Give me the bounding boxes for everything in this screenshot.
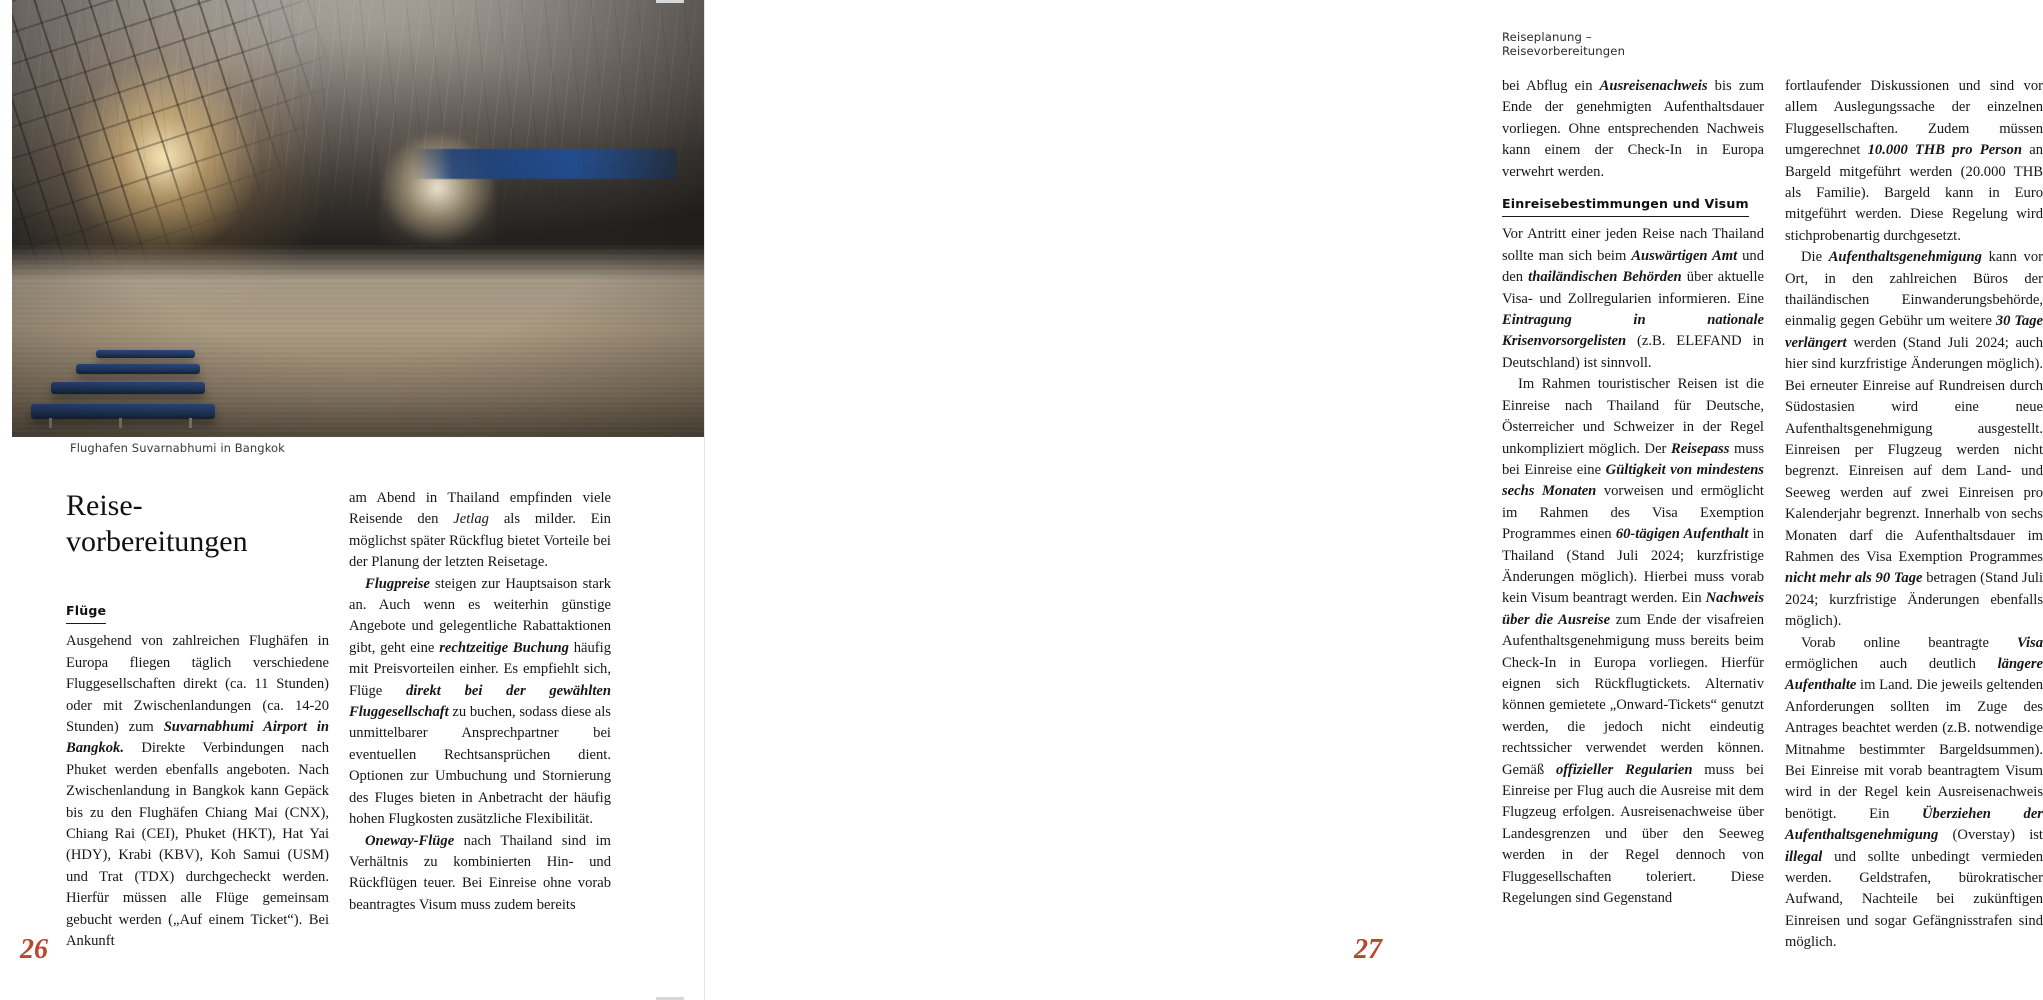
paragraph: bei Abflug ein Ausreisenachweis bis zum Ende der genehmigten Aufenthaltsdauer vorliegen. Ohne entsprechenden Nachweis kann einem der Check-In in Europa verwehrt werden. xyxy=(1502,78,1764,180)
subhead-fluege: Flüge xyxy=(66,600,106,624)
paragraph: Vor Antritt einer jeden Reise nach Thailand sollte man sich beim Auswärtigen Amt und den thailändischen Behörden über aktuelle Visa- und Zollregularien informieren. Eine Eintragung in nationale Krisenvorsorgelisten (z.B. ELEFAND in Deutschland) ist sinnvoll. xyxy=(1502,226,1764,371)
folio-left: 26 xyxy=(20,934,48,965)
paragraph: Vorab online beantragte Visa ermöglichen auch deutlich längere Aufenthalte im Land. Die jeweils geltenden Anforderungen sollten im Zuge des Antrages beachtet werden (z.B. notwendige Mitnahme bestimmter Bargeldsummen). Bei Einreise mit vorab beantragtem Visum wird in der Regel kein Ausreisenachweis benötigt. Ein Überziehen der Aufenthaltsgenehmigung (Overstay) ist illegal und sollte unbedingt vermieden werden. Geldstrafen, bürokratischer Aufwand, Nachteile bei zukünftigen Einreisen und sogar Gefängnisstrafen sind möglich. xyxy=(1785,634,2043,951)
left-column-1 xyxy=(66,600,329,953)
paragraph: fortlaufender Diskussionen und sind vor allem Auslegungssache der einzelnen Fluggesellschaften. Zudem müssen umgerechnet 10.000 THB pro Person an Bargeld mitgeführt werden (20.000 THB als Familie). Bargeld kann in Euro mitgeführt werden. Diese Regelung wird stichprobenartig durchgesetzt. xyxy=(1785,78,2043,244)
paragraph: am Abend in Thailand empfinden viele Reisende den Jetlag als milder. Ein möglichst später Rückflug bietet Vorteile bei der Planung der letzten Reisetage. xyxy=(349,490,611,571)
folio-right: 27 xyxy=(1354,934,1382,965)
page-gutter xyxy=(704,0,705,1000)
running-head: Reiseplanung – Reisevorbereitungen xyxy=(1502,30,1626,58)
page-right xyxy=(704,0,2043,1000)
crop-mark-top xyxy=(656,0,684,3)
right-column-1 xyxy=(1502,76,1764,909)
photo-vignette xyxy=(12,0,704,437)
paragraph: Flugpreise steigen zur Hauptsaison stark an. Auch wenn es weiterhin günstige Angebote und gelegentliche Rabattaktionen gibt, geht eine rechtzeitige Buchung häufig mit Preisvorteilen einher. Es empfiehlt sich, Flüge direkt bei der gewählten Fluggesellschaft zu buchen, sodass diese als unmittelbarer Ansprechpartner bei eventuellen Rechtsansprüchen dient. Optionen zur Umbuchung und Stornierung des Fluges bieten in Anbetracht der häufig hohen Flugkosten zusätzliche Flexibilität. xyxy=(349,575,612,828)
left-column-2 xyxy=(349,488,611,916)
subhead-einreisebestimmungen: Einreisebestimmungen und Visum xyxy=(1502,193,1749,217)
page-left xyxy=(0,0,704,1000)
paragraph: Im Rahmen touristischer Reisen ist die Einreise nach Thailand für Deutsche, Österreicher und Schweizer in der Regel unkompliziert möglich. Der Reisepass muss bei Einreise eine Gültigkeit von mindestens sechs Monaten vorweisen und ermöglicht im Rahmen des Visa Exemption Programmes einen 60-tägigen Aufenthalt in Thailand (Stand Juli 2024; kurzfristige Änderungen möglich). Hierbei muss vorab kein Visum beantragt werden. Ein Nachweis über die Ausreise zum Ende der visafreien Aufenthaltsgenehmigung muss bereits beim Check-In in Europa vorliegen. Hierfür eignen sich Rückflugtickets. Alternativ können gemietete „Onward-Tickets“ genutzt werden, die jedoch nicht eindeutig rechtssicher verwendet werden können. Gemäß offizieller Regularien muss bei Einreise per Flug auch die Ausreise mit dem Flugzeug erfolgen. Ausreisenachweise über Landesgrenzen und über den Seeweg werden in der Regel dennoch von Fluggesellschaften toleriert. Diese Regelungen sind Gegenstand xyxy=(1502,376,1764,907)
paragraph: Oneway-Flüge nach Thailand sind im Verhältnis zu kombinierten Hin- und Rückflügen teuer. Bei Einreise ohne vorab beantragtes Visum muss zudem bereits xyxy=(349,832,611,913)
paragraph: Ausgehend von zahlreichen Flughäfen in Europa fliegen täglich verschiedene Fluggesellschaften direkt (ca. 11 Stunden) oder mit Zwischenlandungen (ca. 14-20 Stunden) zum Suvarnabhumi Airport in Bangkok. Direkte Verbindungen nach Phuket werden ebenfalls angeboten. Nach Zwischenlandung in Bangkok kann Gepäck bis zu den Flughäfen Chiang Mai (CNX), Chiang Rai (CEI), Phuket (HKT), Hat Yai (HDY), Krabi (KBV), Koh Samui (USM) und Trat (TDX) durchgecheckt werden. Hierfür müssen alle Flüge gemeinsam gebucht werden („Auf einem Ticket“). Bei Ankunft xyxy=(66,633,329,950)
photo-caption: Flughafen Suvarnabhumi in Bangkok xyxy=(70,441,285,455)
paragraph: Die Aufenthaltsgenehmigung kann vor Ort, in den zahlreichen Büros der thailändischen Einwanderungsbehörde, einmalig gegen Gebühr um weitere 30 Tage verlängert werden (Stand Juli 2024; auch hier sind kurzfristige Änderungen möglich). Bei erneuter Einreise auf Rundreisen durch Südostasien wird eine neue Aufenthaltsgenehmigung ausgestellt. Einreisen per Flugzeug werden nicht begrenzt. Einreisen auf dem Land- und Seeweg werden auf zwei Einreisen pro Kalenderjahr begrenzt. Innerhalb von sechs Monaten darf die Aufenthaltsdauer im Rahmen des Visa Exemption Programmes nicht mehr als 90 Tage betragen (Stand Juli 2024; kurzfristige Änderungen ebenfalls möglich). xyxy=(1785,249,2043,630)
right-column-2 xyxy=(1785,76,2043,954)
airport-photo xyxy=(12,0,704,437)
page-title: Reise- vorbereitungen xyxy=(66,489,248,558)
